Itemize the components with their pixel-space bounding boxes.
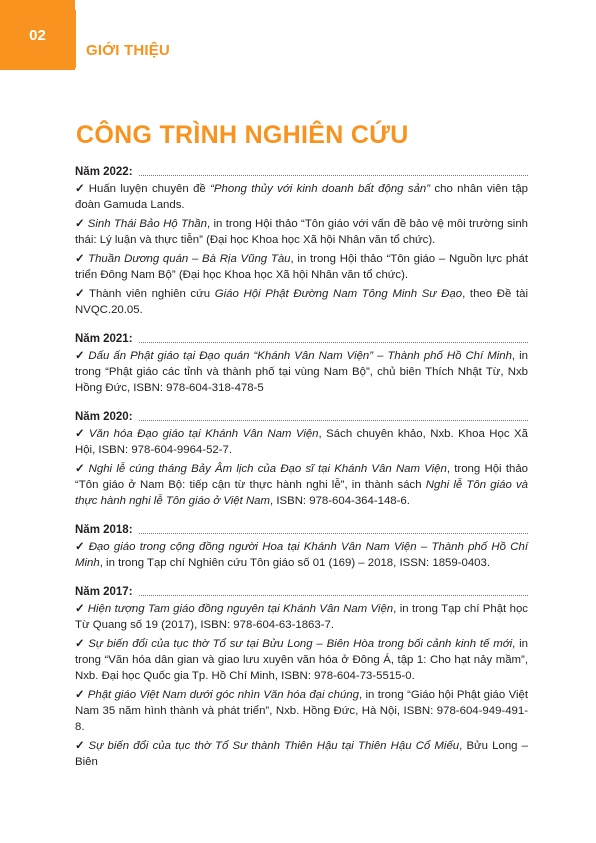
checkmark-icon: ✓ [75, 463, 86, 475]
publication-item [75, 687, 528, 735]
year-label: Năm 2022: [75, 166, 133, 178]
publication-title: “Phong thủy với kinh doanh bất động sản” [210, 183, 431, 195]
publication-title: Đạo giáo trong cộng đồng người Hoa tại Khánh Vân Nam Viện – Thành phố Hồ Chí Minh [75, 541, 528, 569]
checkmark-icon: ✓ [75, 218, 85, 230]
checkmark-icon: ✓ [75, 288, 87, 300]
publication-detail: , in trong Tạp chí Phật học Từ Quang số 19 (2017), ISBN: 978-604-63-1863-7. [75, 603, 528, 631]
section-label: GIỚI THIỆU [86, 42, 170, 59]
checkmark-icon: ✓ [75, 740, 86, 752]
dotted-rule [139, 420, 528, 421]
dotted-rule [139, 533, 528, 534]
publication-detail: , ISBN: 978-604-364-148-6. [270, 495, 410, 507]
publication-title: Thuần Dương quán – Bà Rịa Vũng Tàu [88, 253, 291, 265]
publication-detail: cho nhân viên tập đoàn Gamuda Lands. [75, 183, 528, 211]
checkmark-icon: ✓ [75, 183, 86, 195]
page-title: CÔNG TRÌNH NGHIÊN CỨU [76, 121, 409, 149]
year-label: Năm 2020: [75, 411, 133, 423]
year-heading [75, 164, 528, 180]
publication-item [75, 181, 528, 213]
checkmark-icon: ✓ [75, 253, 86, 265]
checkmark-icon: ✓ [75, 428, 86, 440]
publication-detail: , in trong Hội thảo “Tôn giáo – Nguồn lực phát triển Đông Nam Bộ” (Đại học Khoa học Xã hội Nhân văn tổ chức). [75, 253, 529, 281]
publication-list [75, 164, 528, 783]
publication-title: Dấu ấn Phật giáo tại Đạo quán “Khánh Vân Nam Viện” – Thành phố Hồ Chí Minh [88, 350, 512, 362]
publication-title: Sự biến đổi của tục thờ Tổ sư tại Bửu Long – Biên Hòa trong bối cảnh kinh tế mới [88, 638, 513, 650]
publication-detail: , in trong Tạp chí Nghiên cứu Tôn giáo số 01 (169) – 2018, ISSN: 1859-0403. [99, 557, 491, 569]
year-section [75, 584, 528, 770]
publication-item [75, 738, 528, 770]
publication-title: Sự biến đổi của tục thờ Tổ Sư thành Thiên Hậu tại Thiên Hậu Cổ Miếu [88, 740, 460, 752]
dotted-rule [139, 342, 528, 343]
publication-item [75, 426, 528, 458]
publication-title: Văn hóa Đạo giáo tại Khánh Vân Nam Viện [88, 428, 319, 440]
publication-title: Nghi lễ cúng tháng Bảy Âm lịch của Đạo sĩ tại Khánh Vân Nam Viện [88, 463, 447, 475]
year-heading [75, 409, 528, 425]
publication-detail: , theo Đề tài NVQC.20.05. [75, 288, 528, 316]
year-label: Năm 2018: [75, 524, 133, 536]
dotted-rule [139, 595, 528, 596]
year-label: Năm 2021: [75, 333, 133, 345]
publication-detail: , Bửu Long – Biên [75, 740, 529, 768]
publication-item [75, 539, 528, 571]
publication-detail: Thành viên nghiên cứu [89, 288, 215, 300]
year-label: Năm 2017: [75, 586, 133, 598]
publication-item [75, 216, 528, 248]
publication-detail: , in trong Hội thảo “Tôn giáo với vấn đề bảo vệ môi trường sinh thái: Lý luận và thực tiễn” (Đại học Khoa học Xã hội Nhân văn tổ chức). [75, 218, 528, 246]
checkmark-icon: ✓ [75, 350, 86, 362]
year-section [75, 331, 528, 396]
year-heading [75, 584, 528, 600]
year-heading [75, 522, 528, 538]
publication-item [75, 461, 528, 509]
publication-item [75, 348, 528, 396]
checkmark-icon: ✓ [75, 638, 86, 650]
publication-title: Sinh Thái Bảo Hộ Thần [87, 218, 207, 230]
checkmark-icon: ✓ [75, 541, 86, 553]
publication-title: Phật giáo Việt Nam dưới góc nhìn Văn hóa đại chúng [87, 689, 359, 701]
year-section [75, 409, 528, 509]
dotted-rule [139, 175, 528, 176]
header-divider [75, 10, 76, 68]
year-section [75, 164, 528, 318]
publication-detail: , Sách chuyên khảo, Nxb. Khoa Học Xã Hội, ISBN: 978-604-9964-52-7. [75, 428, 528, 456]
page-number-tab [0, 0, 75, 70]
publication-detail: , trong Hội thảo “Tôn giáo ở Nam Bộ: tiếp cận từ thực hành nghi lễ”, in thành sách [75, 463, 528, 491]
publication-item [75, 601, 528, 633]
publication-detail: Huấn luyện chuyên đề [88, 183, 211, 195]
checkmark-icon: ✓ [75, 603, 85, 615]
year-section [75, 522, 528, 571]
publication-detail: , in trong “Phật giáo các tỉnh và thành phố tại vùng Nam Bộ”, chủ biên Thích Nhật Từ, Nxb Hồng Đức, ISBN: 978-604-318-478-5 [75, 350, 528, 394]
publication-detail: , in trong “Giáo hội Phật giáo Việt Nam 35 năm hình thành và phát triển”, Nxb. Hồng Đức, Hà Nội, ISBN: 978-604-949-491-8. [75, 689, 529, 733]
year-heading [75, 331, 528, 347]
checkmark-icon: ✓ [75, 689, 85, 701]
publication-item [75, 251, 528, 283]
publication-title: Giáo Hội Phật Đường Nam Tông Minh Sư Đạo [214, 288, 463, 300]
publication-item [75, 636, 528, 684]
publication-item [75, 286, 528, 318]
publication-title: Nghi lễ Tôn giáo và thực hành nghi lễ Tôn giáo ở Việt Nam [75, 479, 528, 507]
page-number: 02 [29, 26, 46, 44]
publication-detail: , in trong “Văn hóa dân gian và giao lưu xuyên văn hóa ở Đông Á, tập 1: Cho hạt nảy mầm”, Nxb. Đại học Quốc gia Tp. Hồ Chí Minh, ISBN: 978-604-73-5515-0. [75, 638, 528, 682]
publication-title: Hiện tượng Tam giáo đồng nguyên tại Khánh Vân Nam Viện [87, 603, 394, 615]
